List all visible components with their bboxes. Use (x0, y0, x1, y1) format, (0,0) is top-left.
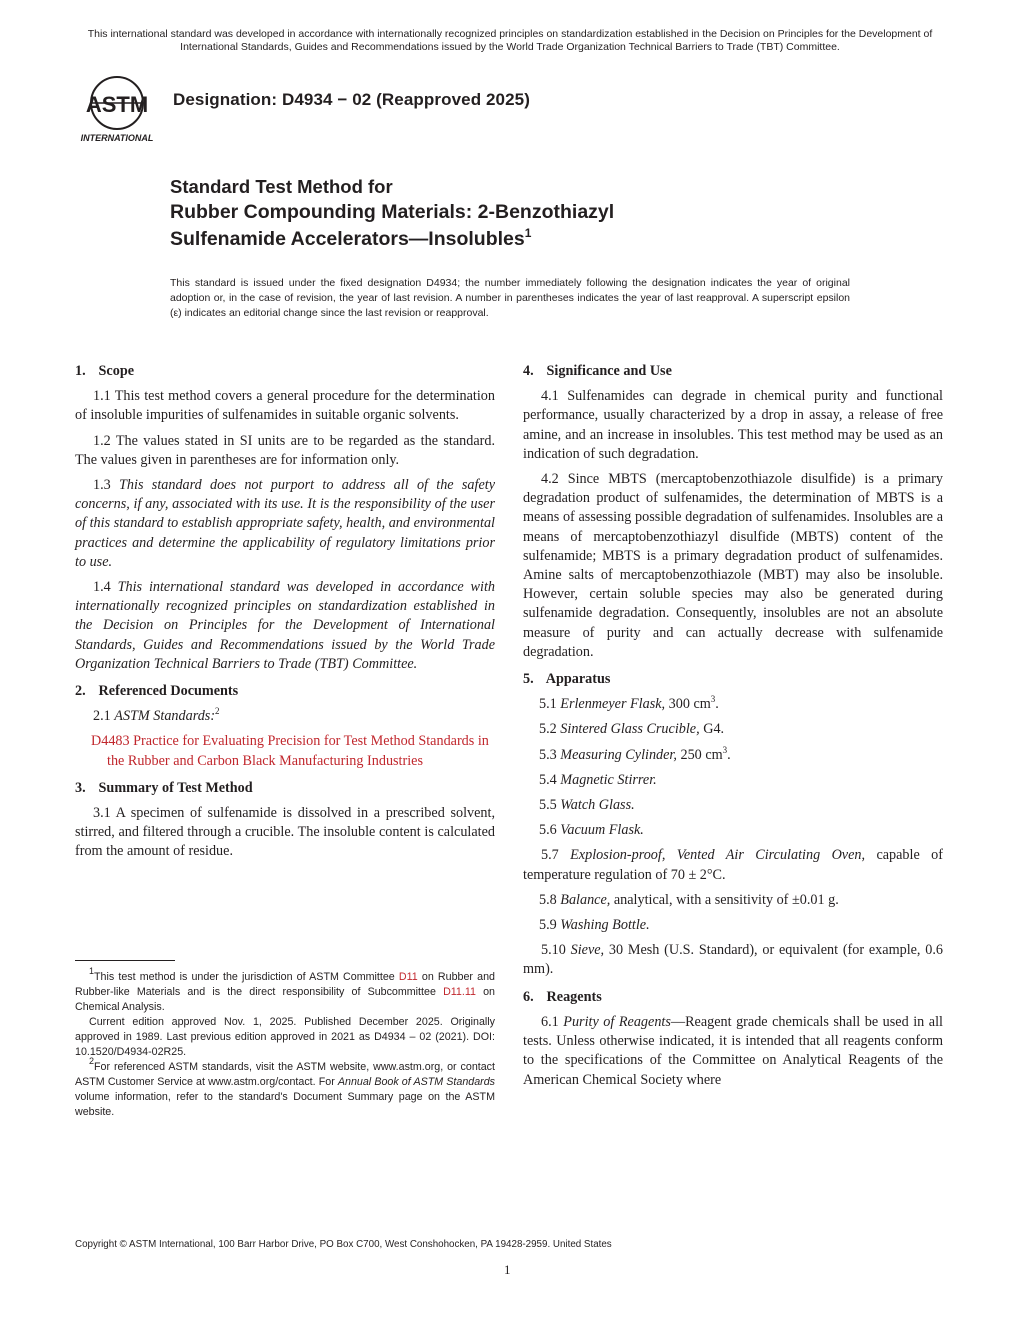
footnote-edition: Current edition approved Nov. 1, 2025. Published December 2025. Originally approved in 1989. Last previous edition approved in 2021 as D4934 – 02 (2021). DOI: 10.1520/D4934-02R25. (75, 1016, 495, 1058)
section-heading: 6. Reagents (523, 988, 602, 1005)
paragraph-4-2: 4.2 Since MBTS (mercaptobenzothiazole disulfide) is a primary degradation product of sulfenamides, the determination of MBTS is a means of assessing possible degradation of sulfenamides. Insolubles are a means of mercaptobenzothiazyl disulfide (MBTS) content of the sulfenamide; MBTS is a primary degradation product of sulfenamides. Amine salts of mercaptobenzothiazole (MBT) may also be insoluble. However, certain soluble species may also be generated during sulfenamide degradation. Consequently, insolubles are not an absolute measure of purity and can actually decrease with sulfenamide degradation. (523, 471, 943, 660)
apparatus-item: 5.2 Sintered Glass Crucible, G4. (539, 721, 725, 738)
left-column (75, 362, 495, 870)
apparatus-item: 5.10 Sieve, 30 Mesh (U.S. Standard), or equivalent (for example, 0.6 mm). (523, 942, 943, 978)
apparatus-item: 5.9 Washing Bottle. (539, 917, 650, 934)
paragraph-6-1: 6.1 Purity of Reagents—Reagent grade chemicals shall be used in all tests. Unless otherwise indicated, it is intended that all reagents conform to the specifications of the Committee on Analytical Reagents of the American Chemical Society where (523, 1013, 943, 1088)
section-referenced-documents (75, 682, 495, 771)
paragraph-2-1: 2.1 ASTM Standards:$^2$ (93, 706, 220, 725)
committee-link-d11[interactable]: D11 (398, 971, 418, 983)
section-heading: 5. Apparatus (523, 671, 611, 688)
title-footnote-mark: 1 (524, 226, 532, 240)
apparatus-item: 5.7 Explosion-proof, Vented Air Circulating Oven, capable of temperature regulation of 70 ± 2°C. (523, 847, 943, 883)
section-heading: 2. Referenced Documents (75, 683, 239, 700)
section-apparatus (523, 670, 943, 980)
paragraph-3-1: 3.1 A specimen of sulfenamide is dissolved in a prescribed solvent, stirred, and filtered through a crucible. The insoluble content is calculated from the amount of residue. (75, 805, 495, 860)
apparatus-item: 5.4 Magnetic Stirrer. (539, 771, 657, 788)
right-column (523, 362, 943, 1098)
copyright-notice: Copyright © ASTM International, 100 Barr Harbor Drive, PO Box C700, West Conshohocken, PA 19428-2959. United States (75, 1239, 612, 1250)
title-line-3: Sulfenamide Accelerators—Insolubles$^1$ (170, 226, 532, 250)
page-number: 1 (504, 1262, 511, 1277)
paragraph-1-2: 1.2 The values stated in SI units are to be regarded as the standard. The values given in parentheses are for information only. (75, 432, 495, 468)
paragraph-1-1: 1.1 This test method covers a general procedure for the determination of insoluble impurities of sulfenamides in suitable organic solvents. (75, 388, 495, 424)
section-reagents (523, 988, 943, 1090)
title-line-2: Rubber Compounding Materials: 2-Benzothiazyl (170, 201, 615, 223)
subcommittee-link-d11-11[interactable]: D11.11 (443, 986, 476, 998)
footnote-1: $^1$This test method is under the jurisdiction of ASTM Committee D11 on Rubber and Rubber-like Materials and is the direct responsibility of Subcommittee D11.11 on Chemical Analysis. (75, 966, 495, 1013)
section-significance (523, 362, 943, 662)
apparatus-item: 5.1 Erlenmeyer Flask, 300 $cm^3$. (539, 694, 719, 713)
footnote-divider (75, 960, 175, 961)
section-heading: 4. Significance and Use (523, 363, 672, 379)
footnote-2: $^2$For referenced ASTM standards, visit the ASTM website, www.astm.org, or contact ASTM Customer Service at www.astm.org/contact. For Annual Book of ASTM Standards volume information, refer to the standard's Document Summary page on the ASTM website. (75, 1056, 495, 1118)
section-heading: 1. Scope (75, 363, 135, 379)
paragraph-1-3: 1.3 This standard does not purport to address all of the safety concerns, if any, associated with its use. It is the responsibility of the user of this standard to establish appropriate safety, health, and environmental practices and determine the applicability of regulatory limitations prior to use. (75, 477, 495, 570)
document-title (170, 175, 890, 253)
footnotes (75, 966, 495, 1120)
apparatus-item: 5.5 Watch Glass. (539, 797, 635, 814)
issue-note: This standard is issued under the fixed designation D4934; the number immediately following the designation indicates the year of original adoption or, in the case of revision, the year of last revision. A number in parentheses indicates the year of last reapproval. A superscript epsilon (ε) indicates an editorial change since the last revision or reapproval. (170, 277, 850, 319)
paragraph-1-4: 1.4 This international standard was developed in accordance with internationally recognized principles on standardization established in the Decision on Principles for the Development of International Standards, Guides and Recommendations issued by the World Trade Organization Technical Barriers to Trade (TBT) Committee. (75, 579, 495, 672)
astm-logo-icon (70, 70, 165, 150)
paragraph-4-1: 4.1 Sulfenamides can degrade in chemical purity and functional performance, usually characterized by a drop in assay, a release of free amine, and an increase in insolubles. This test method may be used as an indication of such degradation. (523, 388, 943, 462)
logo-text: ASTM (85, 92, 149, 117)
designation: Designation: D4934 − 02 (Reapproved 2025) (173, 90, 530, 109)
section-scope (75, 362, 495, 674)
apparatus-item: 5.8 Balance, analytical, with a sensitivity of ±0.01 g. (539, 891, 839, 908)
apparatus-item: 5.3 Measuring Cylinder, 250 $cm^3$. (539, 744, 731, 763)
section-summary (75, 779, 495, 862)
section-heading: 3. Summary of Test Method (75, 779, 253, 796)
apparatus-item: 5.6 Vacuum Flask. (539, 822, 644, 839)
logo-subtitle: INTERNATIONAL (80, 133, 154, 143)
top-notice: This international standard was developed in accordance with internationally recognized principles on standardization established in the Decision on Principles for the Development of International Standards, Guides and Recommendations issued by the World Trade Organization Technical Barriers to Trade (TBT) Committee. (87, 28, 933, 53)
title-line-1: Standard Test Method for (170, 176, 393, 197)
apparatus-list (523, 695, 943, 979)
reference-link-d4483[interactable]: D4483 Practice for Evaluating Precision for Test Method Standards in the Rubber and Carbon Black Manufacturing Industries (91, 733, 489, 769)
